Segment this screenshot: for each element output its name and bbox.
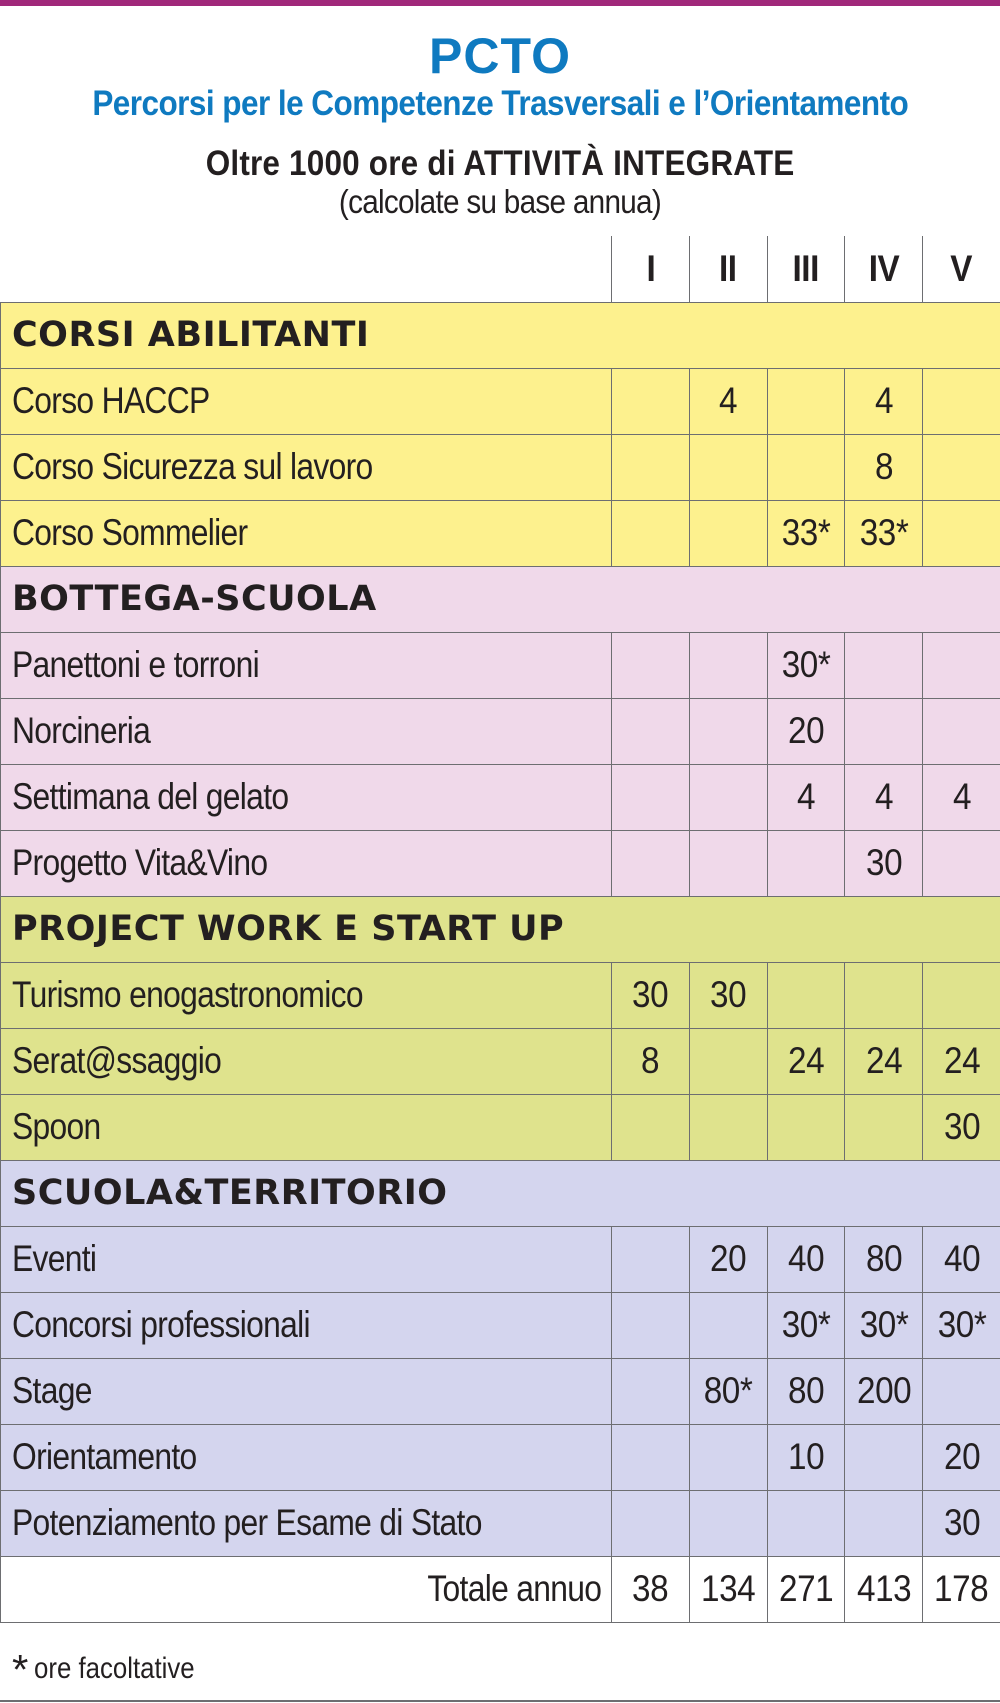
table-row bbox=[1, 1094, 1000, 1160]
subheadline: (calcolate su base annua) bbox=[338, 183, 662, 220]
hours-cell bbox=[612, 1490, 690, 1556]
table-row bbox=[1, 1424, 1000, 1490]
hours-cell: 24 bbox=[845, 1028, 923, 1094]
column-header-iii: III bbox=[767, 236, 845, 302]
activity-label: Corso Sicurezza sul lavoro bbox=[1, 434, 612, 500]
hours-cell bbox=[923, 830, 1000, 896]
hours-cell bbox=[767, 1490, 845, 1556]
section-filler-cell bbox=[767, 302, 845, 368]
total-row bbox=[1, 1556, 1000, 1622]
hours-cell bbox=[612, 632, 690, 698]
hours-cell: 30* bbox=[845, 1292, 923, 1358]
hours-cell bbox=[689, 500, 767, 566]
activity-label: Panettoni e torroni bbox=[1, 632, 612, 698]
total-hours-cell: 38 bbox=[612, 1556, 690, 1622]
hours-cell bbox=[612, 698, 690, 764]
activity-label: Potenziamento per Esame di Stato bbox=[1, 1490, 612, 1556]
table-row bbox=[1, 1490, 1000, 1556]
total-label: Totale annuo bbox=[1, 1556, 612, 1622]
hours-cell: 8 bbox=[612, 1028, 690, 1094]
page-header bbox=[0, 28, 1000, 220]
table-row bbox=[1, 1358, 1000, 1424]
section-filler-cell bbox=[923, 566, 1000, 632]
hours-cell bbox=[689, 1094, 767, 1160]
column-header-iv: IV bbox=[845, 236, 923, 302]
hours-cell bbox=[845, 1424, 923, 1490]
hours-cell: 200 bbox=[845, 1358, 923, 1424]
headline: Oltre 1000 ore di ATTIVITÀ INTEGRATE bbox=[205, 144, 795, 183]
table-row bbox=[1, 1028, 1000, 1094]
column-header-v: V bbox=[923, 236, 1000, 302]
activity-label: Corso HACCP bbox=[1, 368, 612, 434]
hours-cell: 80 bbox=[845, 1226, 923, 1292]
page-subtitle: Percorsi per le Competenze Trasversali e l’Orientamento bbox=[92, 84, 908, 123]
hours-cell bbox=[689, 1028, 767, 1094]
hours-cell bbox=[845, 962, 923, 1028]
hours-cell: 4 bbox=[845, 368, 923, 434]
hours-cell bbox=[923, 434, 1000, 500]
hours-cell bbox=[923, 368, 1000, 434]
hours-cell bbox=[689, 830, 767, 896]
hours-cell bbox=[689, 1424, 767, 1490]
section-filler-cell bbox=[612, 302, 690, 368]
section-filler-cell bbox=[767, 1160, 845, 1226]
hours-cell bbox=[845, 1490, 923, 1556]
pcto-hours-table bbox=[0, 236, 1000, 1623]
total-hours-cell: 271 bbox=[767, 1556, 845, 1622]
section-filler-cell bbox=[689, 302, 767, 368]
bottom-divider bbox=[0, 1700, 1000, 1702]
hours-cell: 80* bbox=[689, 1358, 767, 1424]
total-hours-cell: 178 bbox=[923, 1556, 1000, 1622]
hours-cell bbox=[689, 764, 767, 830]
hours-cell bbox=[689, 632, 767, 698]
hours-cell: 80 bbox=[767, 1358, 845, 1424]
top-accent-bar bbox=[0, 0, 1000, 6]
hours-cell: 30 bbox=[923, 1094, 1000, 1160]
section-header-row bbox=[1, 1160, 1000, 1226]
section-filler-cell bbox=[612, 1160, 690, 1226]
hours-cell bbox=[767, 1094, 845, 1160]
activity-label: Stage bbox=[1, 1358, 612, 1424]
hours-cell bbox=[923, 698, 1000, 764]
page-title: PCTO bbox=[429, 28, 571, 84]
hours-cell bbox=[923, 632, 1000, 698]
hours-cell: 20 bbox=[923, 1424, 1000, 1490]
hours-cell bbox=[689, 1490, 767, 1556]
hours-cell bbox=[689, 434, 767, 500]
hours-cell: 33* bbox=[767, 500, 845, 566]
section-header-row bbox=[1, 896, 1000, 962]
hours-cell: 8 bbox=[845, 434, 923, 500]
hours-cell: 4 bbox=[845, 764, 923, 830]
hours-cell bbox=[612, 764, 690, 830]
table-row bbox=[1, 1292, 1000, 1358]
section-filler-cell bbox=[845, 566, 923, 632]
hours-cell: 4 bbox=[923, 764, 1000, 830]
hours-cell: 33* bbox=[845, 500, 923, 566]
hours-cell bbox=[612, 434, 690, 500]
table-row bbox=[1, 500, 1000, 566]
hours-cell: 4 bbox=[767, 764, 845, 830]
hours-cell bbox=[612, 830, 690, 896]
table-row bbox=[1, 698, 1000, 764]
column-header-i: I bbox=[612, 236, 690, 302]
activity-label: Turismo enogastronomico bbox=[1, 962, 612, 1028]
footnote-asterisk: * bbox=[12, 1646, 29, 1693]
section-title: BOTTEGA-SCUOLA bbox=[1, 566, 612, 632]
section-filler-cell bbox=[845, 896, 923, 962]
table-row bbox=[1, 1226, 1000, 1292]
column-header-row bbox=[1, 236, 1000, 302]
hours-cell: 30 bbox=[689, 962, 767, 1028]
table-row bbox=[1, 962, 1000, 1028]
hours-cell bbox=[612, 1292, 690, 1358]
hours-cell: 24 bbox=[923, 1028, 1000, 1094]
header-blank-cell bbox=[1, 236, 612, 302]
hours-cell: 40 bbox=[923, 1226, 1000, 1292]
section-filler-cell bbox=[689, 566, 767, 632]
hours-cell bbox=[612, 500, 690, 566]
section-filler-cell bbox=[923, 1160, 1000, 1226]
hours-cell: 30 bbox=[923, 1490, 1000, 1556]
hours-cell bbox=[612, 1424, 690, 1490]
hours-cell bbox=[923, 500, 1000, 566]
section-title: PROJECT WORK E START UP bbox=[1, 896, 612, 962]
hours-cell: 10 bbox=[767, 1424, 845, 1490]
section-filler-cell bbox=[767, 896, 845, 962]
section-filler-cell bbox=[923, 302, 1000, 368]
hours-cell: 20 bbox=[689, 1226, 767, 1292]
hours-cell bbox=[923, 962, 1000, 1028]
hours-cell bbox=[845, 1094, 923, 1160]
section-header-row bbox=[1, 566, 1000, 632]
hours-cell: 20 bbox=[767, 698, 845, 764]
hours-cell bbox=[767, 434, 845, 500]
hours-cell bbox=[923, 1358, 1000, 1424]
activity-label: Spoon bbox=[1, 1094, 612, 1160]
activity-label: Serat@ssaggio bbox=[1, 1028, 612, 1094]
hours-cell: 30* bbox=[923, 1292, 1000, 1358]
activity-label: Concorsi professionali bbox=[1, 1292, 612, 1358]
section-filler-cell bbox=[612, 896, 690, 962]
hours-cell bbox=[612, 368, 690, 434]
table-row bbox=[1, 830, 1000, 896]
hours-cell: 30 bbox=[612, 962, 690, 1028]
hours-cell bbox=[689, 698, 767, 764]
table-row bbox=[1, 764, 1000, 830]
section-filler-cell bbox=[689, 896, 767, 962]
total-hours-cell: 134 bbox=[689, 1556, 767, 1622]
activity-label: Orientamento bbox=[1, 1424, 612, 1490]
hours-cell bbox=[612, 1094, 690, 1160]
activity-label: Norcineria bbox=[1, 698, 612, 764]
section-title: SCUOLA&TERRITORIO bbox=[1, 1160, 612, 1226]
hours-cell: 30* bbox=[767, 1292, 845, 1358]
hours-cell bbox=[767, 962, 845, 1028]
hours-cell bbox=[845, 632, 923, 698]
activity-label: Settimana del gelato bbox=[1, 764, 612, 830]
section-filler-cell bbox=[767, 566, 845, 632]
section-filler-cell bbox=[845, 1160, 923, 1226]
table-row bbox=[1, 434, 1000, 500]
hours-cell bbox=[612, 1226, 690, 1292]
hours-cell bbox=[767, 830, 845, 896]
activity-label: Eventi bbox=[1, 1226, 612, 1292]
hours-cell bbox=[612, 1358, 690, 1424]
hours-cell: 24 bbox=[767, 1028, 845, 1094]
section-header-row bbox=[1, 302, 1000, 368]
hours-cell: 40 bbox=[767, 1226, 845, 1292]
hours-cell bbox=[845, 698, 923, 764]
activity-label: Corso Sommelier bbox=[1, 500, 612, 566]
section-filler-cell bbox=[923, 896, 1000, 962]
table-row bbox=[1, 368, 1000, 434]
table-row bbox=[1, 632, 1000, 698]
footnote bbox=[12, 1646, 221, 1694]
section-title: CORSI ABILITANTI bbox=[1, 302, 612, 368]
column-header-ii: II bbox=[689, 236, 767, 302]
hours-cell: 30 bbox=[845, 830, 923, 896]
activity-label: Progetto Vita&Vino bbox=[1, 830, 612, 896]
hours-cell: 30* bbox=[767, 632, 845, 698]
total-hours-cell: 413 bbox=[845, 1556, 923, 1622]
section-filler-cell bbox=[612, 566, 690, 632]
hours-cell bbox=[689, 1292, 767, 1358]
hours-cell: 4 bbox=[689, 368, 767, 434]
footnote-text: ore facoltative bbox=[34, 1652, 195, 1685]
section-filler-cell bbox=[689, 1160, 767, 1226]
section-filler-cell bbox=[845, 302, 923, 368]
hours-cell bbox=[767, 368, 845, 434]
